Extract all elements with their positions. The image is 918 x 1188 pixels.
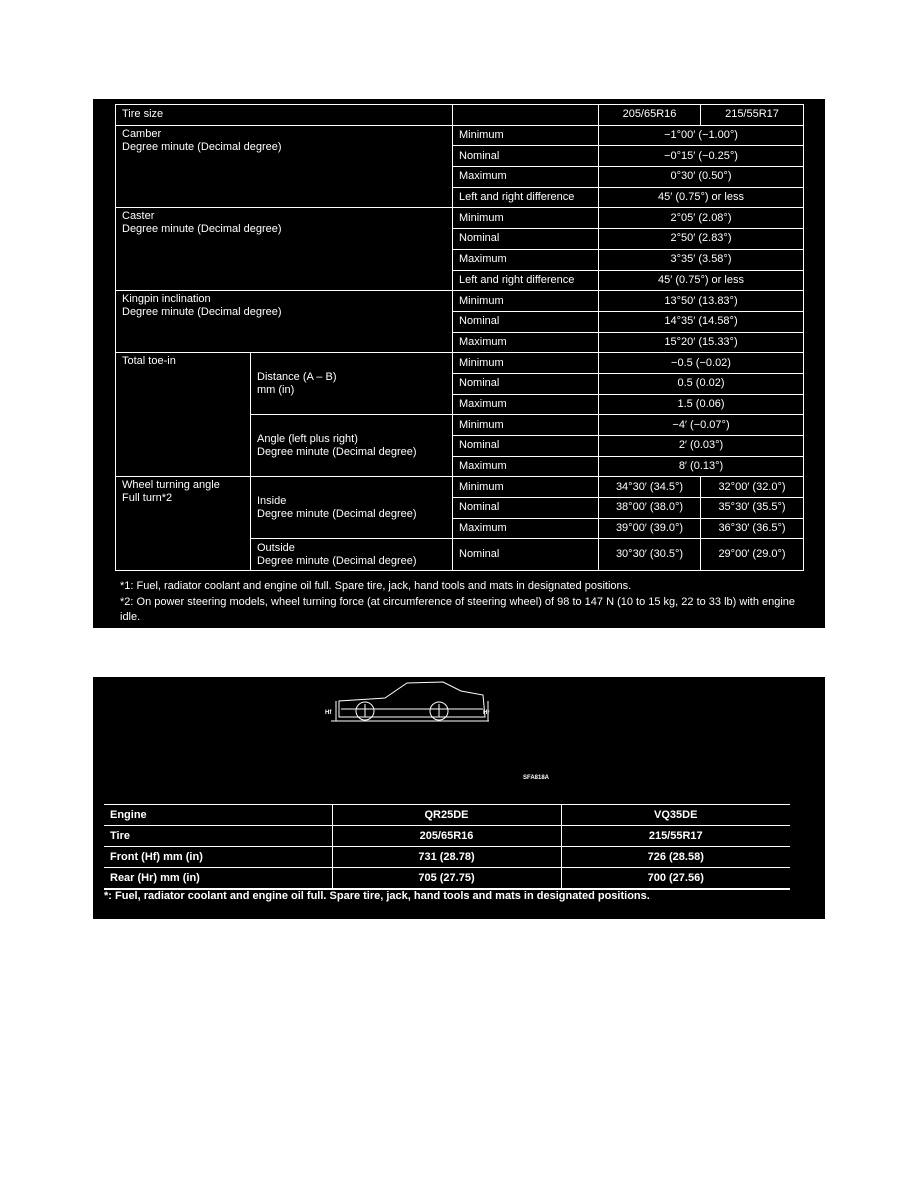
- camber-max-value: 0°30′ (0.50°): [599, 167, 804, 188]
- ride-engine-b: VQ35DE: [561, 805, 790, 826]
- toe-angle-cell: [251, 415, 453, 477]
- header-blank: [453, 105, 599, 126]
- header-tire-size: Tire size: [116, 105, 453, 126]
- turning-inside-cell: [251, 477, 453, 539]
- ride-tire-label: Tire: [104, 826, 332, 847]
- camber-min-value: −1°00′ (−1.00°): [599, 125, 804, 146]
- ride-tire-a: 205/65R16: [332, 826, 561, 847]
- turning-inside-min-a: 34°30′ (34.5°): [599, 477, 701, 498]
- kingpin-nom-value: 14°35′ (14.58°): [599, 311, 804, 332]
- alignment-notes: [120, 579, 810, 626]
- kingpin-label: Kingpin inclination: [122, 293, 211, 306]
- toe-angle-max-value: 8′ (0.13°): [599, 456, 804, 477]
- table-row: [116, 125, 804, 146]
- hr-label: Hr: [483, 710, 490, 716]
- camber-max-label: Maximum: [453, 167, 599, 188]
- ride-front-a: 731 (28.78): [332, 847, 561, 868]
- toe-distance-nom-value: 0.5 (0.02): [599, 373, 804, 394]
- toe-distance-max-value: 1.5 (0.06): [599, 394, 804, 415]
- turning-outside-unit: Degree minute (Decimal degree): [257, 554, 417, 567]
- kingpin-label-cell: [116, 291, 453, 353]
- toe-distance-label: Distance (A – B): [257, 370, 337, 383]
- car-ride-height-diagram: [325, 677, 495, 727]
- table-row: [116, 477, 804, 498]
- header-tire-a: 205/65R16: [599, 105, 701, 126]
- camber-label: Camber: [122, 127, 162, 140]
- figure-code: SFA818A: [523, 775, 550, 781]
- toe-angle-unit: Degree minute (Decimal degree): [257, 445, 417, 458]
- wheel-alignment-table: [115, 104, 804, 571]
- ride-height-table: [104, 804, 790, 890]
- turning-inside-nom-b: 35°30′ (35.5°): [701, 498, 804, 519]
- ride-rear-b: 700 (27.56): [561, 868, 790, 890]
- kingpin-nom-label: Nominal: [453, 311, 599, 332]
- caster-nom-value: 2°50′ (2.83°): [599, 229, 804, 250]
- turning-outside-label: Outside: [257, 541, 295, 554]
- camber-lr-label: Left and right difference: [453, 187, 599, 208]
- header-tire-b: 215/55R17: [701, 105, 804, 126]
- kingpin-unit: Degree minute (Decimal degree): [122, 306, 282, 319]
- turning-outside-nom-b: 29°00′ (29.0°): [701, 539, 804, 571]
- turning-outside-nom-label: Nominal: [453, 539, 599, 571]
- car-body-outline: [339, 682, 485, 717]
- turning-inside-label: Inside: [257, 494, 287, 507]
- alignment-note-2: *2: On power steering models, wheel turning force (at circumference of steering wheel) of 98 to 147 N (10 to 15 kg, 22 to 33 lb) with engine idle.: [120, 595, 796, 623]
- caster-min-label: Minimum: [453, 208, 599, 229]
- camber-nom-value: −0°15′ (−0.25°): [599, 146, 804, 167]
- toe-distance-cell: [251, 353, 453, 415]
- toe-distance-unit: mm (in): [257, 383, 295, 396]
- caster-max-label: Maximum: [453, 249, 599, 270]
- caster-label-cell: [116, 208, 453, 291]
- ride-engine-label: Engine: [104, 805, 332, 826]
- turning-inside-min-b: 32°00′ (32.0°): [701, 477, 804, 498]
- toe-distance-min-value: −0.5 (−0.02): [599, 353, 804, 374]
- kingpin-max-value: 15°20′ (15.33°): [599, 332, 804, 353]
- caster-unit: Degree minute (Decimal degree): [122, 223, 282, 236]
- toe-angle-max-label: Maximum: [453, 456, 599, 477]
- camber-lr-value: 45′ (0.75°) or less: [599, 187, 804, 208]
- camber-label-cell: [116, 125, 453, 208]
- wheel-alignment-panel: [93, 99, 825, 628]
- toe-angle-min-value: −4′ (−0.07°): [599, 415, 804, 436]
- turning-inside-nom-label: Nominal: [453, 498, 599, 519]
- toe-distance-nom-label: Nominal: [453, 373, 599, 394]
- hf-label: Hf: [325, 710, 332, 716]
- toe-label: Total toe-in: [116, 353, 251, 477]
- ride-tire-b: 215/55R17: [561, 826, 790, 847]
- ride-front-b: 726 (28.58): [561, 847, 790, 868]
- camber-unit: Degree minute (Decimal degree): [122, 140, 282, 153]
- kingpin-min-value: 13°50′ (13.83°): [599, 291, 804, 312]
- turning-inside-max-a: 39°00′ (39.0°): [599, 518, 701, 539]
- toe-angle-nom-label: Nominal: [453, 436, 599, 457]
- ride-height-note: *: Fuel, radiator coolant and engine oil full. Spare tire, jack, hand tools and mats in designated positions.: [104, 890, 650, 902]
- table-row: [116, 208, 804, 229]
- ride-front-label: Front (Hf) mm (in): [104, 847, 332, 868]
- alignment-note-1: *1: Fuel, radiator coolant and engine oil full. Spare tire, jack, hand tools and mats in designated positions.: [120, 580, 632, 592]
- toe-angle-min-label: Minimum: [453, 415, 599, 436]
- table-row: [116, 291, 804, 312]
- turning-inside-nom-a: 38°00′ (38.0°): [599, 498, 701, 519]
- turning-inside-max-label: Maximum: [453, 518, 599, 539]
- camber-min-label: Minimum: [453, 125, 599, 146]
- table-header-row: [116, 105, 804, 126]
- kingpin-min-label: Minimum: [453, 291, 599, 312]
- caster-lr-label: Left and right difference: [453, 270, 599, 291]
- table-row: [104, 805, 790, 826]
- turning-outside-cell: [251, 539, 453, 571]
- turning-label: Wheel turning angle: [122, 479, 220, 492]
- caster-label: Caster: [122, 210, 155, 223]
- turning-label-cell: [116, 477, 251, 571]
- turning-inside-unit: Degree minute (Decimal degree): [257, 507, 417, 520]
- toe-angle-nom-value: 2′ (0.03°): [599, 436, 804, 457]
- table-row: [104, 826, 790, 847]
- caster-nom-label: Nominal: [453, 229, 599, 250]
- toe-distance-min-label: Minimum: [453, 353, 599, 374]
- turning-outside-nom-a: 30°30′ (30.5°): [599, 539, 701, 571]
- turning-inside-min-label: Minimum: [453, 477, 599, 498]
- kingpin-max-label: Maximum: [453, 332, 599, 353]
- caster-min-value: 2°05′ (2.08°): [599, 208, 804, 229]
- ride-rear-label: Rear (Hr) mm (in): [104, 868, 332, 890]
- toe-distance-max-label: Maximum: [453, 394, 599, 415]
- ride-rear-a: 705 (27.75): [332, 868, 561, 890]
- toe-angle-label: Angle (left plus right): [257, 432, 358, 445]
- turning-sub: Full turn*2: [122, 492, 173, 505]
- table-row: [116, 353, 804, 374]
- turning-inside-max-b: 36°30′ (36.5°): [701, 518, 804, 539]
- camber-nom-label: Nominal: [453, 146, 599, 167]
- ride-engine-a: QR25DE: [332, 805, 561, 826]
- caster-max-value: 3°35′ (3.58°): [599, 249, 804, 270]
- table-row: [104, 847, 790, 868]
- caster-lr-value: 45′ (0.75°) or less: [599, 270, 804, 291]
- table-row: [104, 868, 790, 890]
- ride-height-panel: [93, 677, 825, 919]
